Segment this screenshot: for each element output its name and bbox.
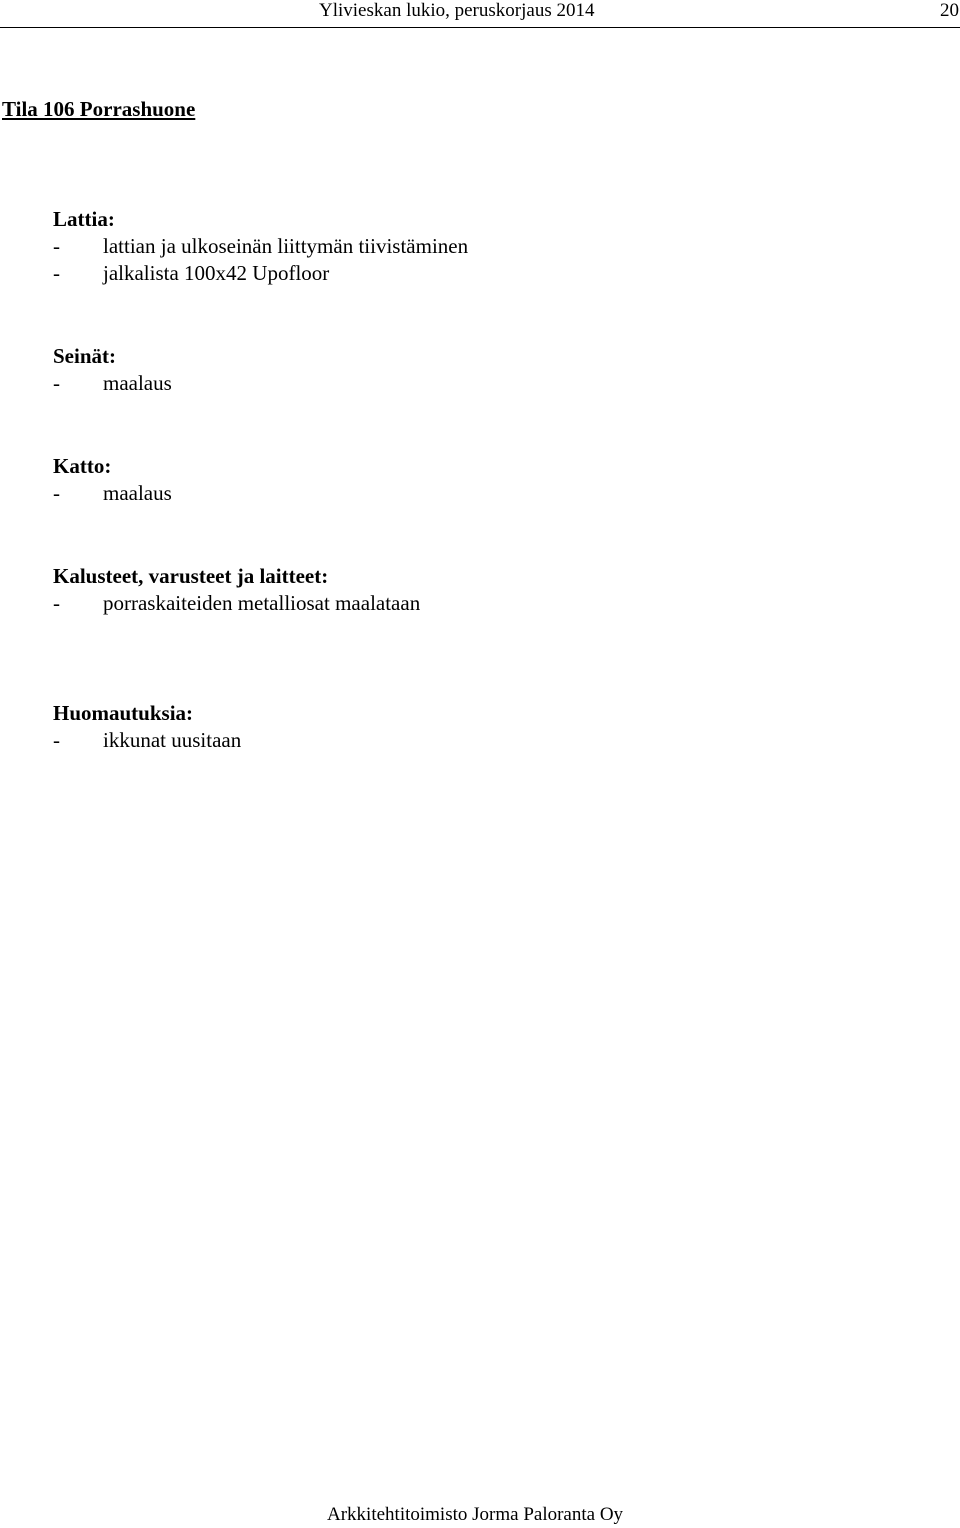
section-kalusteet (53, 563, 933, 617)
page-footer: Arkkitehtitoimisto Jorma Paloranta Oy (327, 1504, 624, 1525)
header-divider (0, 27, 960, 28)
list-item (53, 727, 933, 754)
section-heading: Kalusteet, varusteet ja laitteet: (53, 564, 329, 588)
bullet-dash: - (53, 728, 60, 752)
bullet-dash: - (53, 371, 60, 395)
page-number: 20 (940, 0, 959, 21)
list-item (53, 260, 933, 287)
bullet-dash: - (53, 261, 60, 285)
list-item (53, 233, 933, 260)
list-item-text: ikkunat uusitaan (103, 728, 242, 752)
list-item-text: maalaus (103, 371, 172, 395)
section-heading: Seinät: (53, 344, 116, 368)
page-title: Tila 106 Porrashuone (2, 97, 196, 121)
page-header (0, 0, 960, 24)
bullet-dash: - (53, 591, 60, 615)
section-heading: Lattia: (53, 207, 115, 231)
section-seinat (53, 343, 933, 397)
section-katto (53, 453, 933, 507)
list-item-text: jalkalista 100x42 Upofloor (103, 261, 330, 285)
section-heading: Katto: (53, 454, 112, 478)
list-item (53, 590, 933, 617)
section-heading: Huomautuksia: (53, 701, 194, 725)
section-huomautuksia (53, 700, 933, 754)
section-lattia (53, 206, 933, 287)
bullet-dash: - (53, 234, 60, 258)
list-item (53, 370, 933, 397)
bullet-dash: - (53, 481, 60, 505)
header-title: Ylivieskan lukio, peruskorjaus 2014 (319, 0, 595, 21)
list-item (53, 480, 933, 507)
list-item-text: maalaus (103, 481, 172, 505)
list-item-text: lattian ja ulkoseinän liittymän tiivistäminen (103, 234, 469, 258)
list-item-text: porraskaiteiden metalliosat maalataan (103, 591, 421, 615)
